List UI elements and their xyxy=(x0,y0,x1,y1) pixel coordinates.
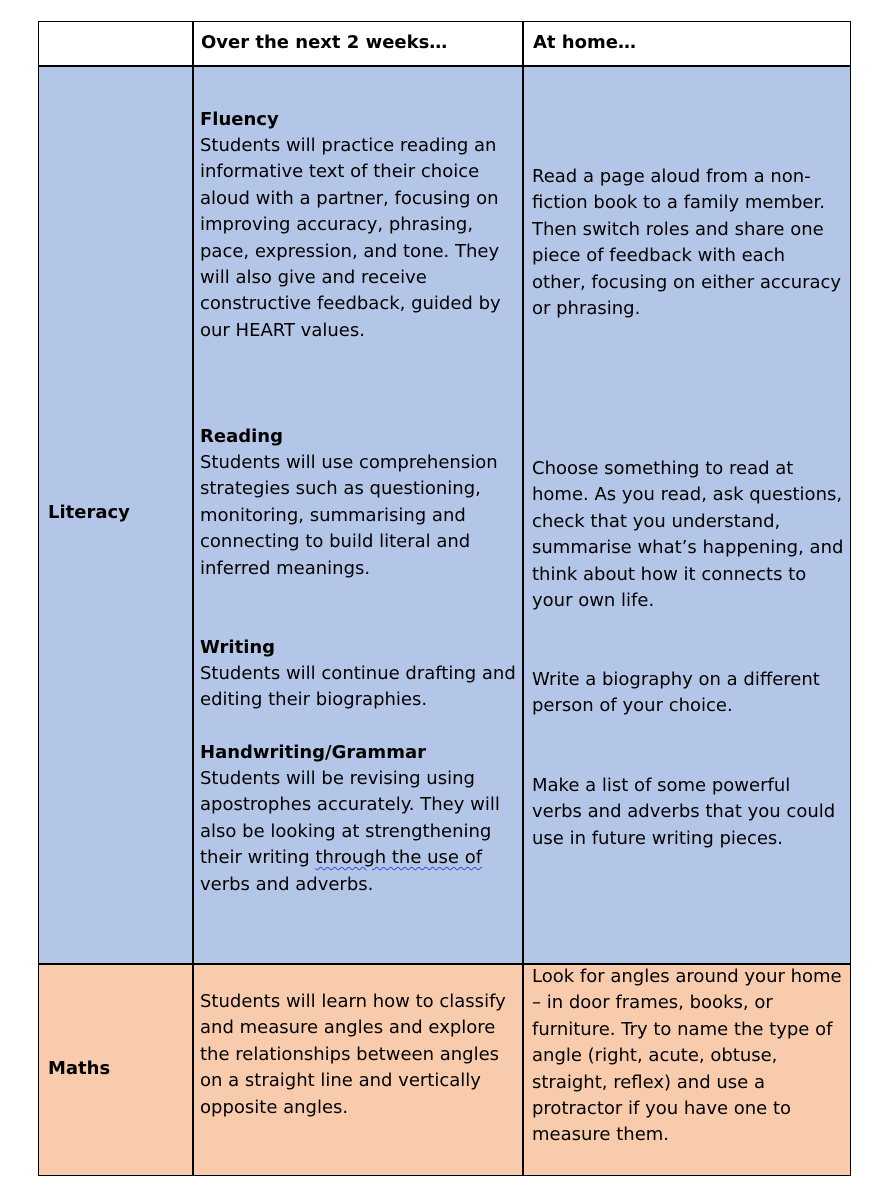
header-over-next-2-weeks: Over the next 2 weeks… xyxy=(201,32,448,53)
border-col2 xyxy=(522,21,524,1176)
fluency-text: Students will practice reading an informative text of their choice aloud with a partner, focusing on improving accuracy, phrasing, pace, expression, and tone. They will also give and receive constructive feedback, guided by our HEART values. xyxy=(200,135,501,341)
border-top xyxy=(38,21,851,22)
row-label-literacy: Literacy xyxy=(48,502,130,523)
writing-title: Writing xyxy=(200,637,276,658)
writing-block xyxy=(200,635,518,714)
reading-home-block xyxy=(532,456,844,614)
writing-home-text: Write a biography on a different person of your choice. xyxy=(532,669,820,717)
handwriting-text-underlined: through the use of xyxy=(315,847,483,869)
maths-text: Students will learn how to classify and measure angles and explore the relationships between angles on a straight line and vertically opposite angles. xyxy=(200,991,506,1118)
border-right xyxy=(850,21,851,1176)
fluency-block xyxy=(200,107,518,344)
handwriting-home-text: Make a list of some powerful verbs and adverbs that you could use in future writing pieces. xyxy=(532,775,836,849)
row-label-maths: Maths xyxy=(48,1058,111,1079)
handwriting-block xyxy=(200,740,518,898)
fluency-title: Fluency xyxy=(200,109,279,130)
reading-home-text: Choose something to read at home. As you read, ask questions, check that you understand, summarise what’s happening, and think about how it connects to your own life. xyxy=(532,458,844,612)
border-bottom xyxy=(38,1175,851,1176)
handwriting-text xyxy=(200,766,518,898)
handwriting-text-part1: Students will be revising using apostrophes accurately. They will also be looking at strengthening their writing xyxy=(200,768,500,869)
writing-text: Students will continue drafting and editing their biographies. xyxy=(200,663,516,711)
reading-title: Reading xyxy=(200,426,283,447)
handwriting-home-block xyxy=(532,773,844,852)
fluency-home-block xyxy=(532,164,844,322)
reading-block xyxy=(200,424,518,582)
maths-home-text: Look for angles around your home – in door frames, books, or furniture. Try to name the type of angle (right, acute, obtuse, straight, reflex) and use a protractor if you have one to measure them. xyxy=(532,966,842,1146)
maths-block xyxy=(200,989,518,1121)
maths-home-block xyxy=(532,964,844,1149)
reading-text: Students will use comprehension strategies such as questioning, monitoring, summarising and connecting to build literal and inferred meanings. xyxy=(200,452,498,579)
handwriting-title: Handwriting/Grammar xyxy=(200,742,426,763)
border-left xyxy=(38,21,39,1176)
handwriting-text-part2: verbs and adverbs. xyxy=(200,873,374,895)
writing-home-block xyxy=(532,667,844,720)
border-col1 xyxy=(192,21,194,1176)
fluency-home-text: Read a page aloud from a non-fiction book to a family member. Then switch roles and share one piece of feedback with each other, focusing on either accuracy or phrasing. xyxy=(532,166,842,320)
header-at-home: At home… xyxy=(533,32,636,53)
border-header-bottom xyxy=(38,65,851,67)
weekly-plan-table xyxy=(38,21,851,1176)
